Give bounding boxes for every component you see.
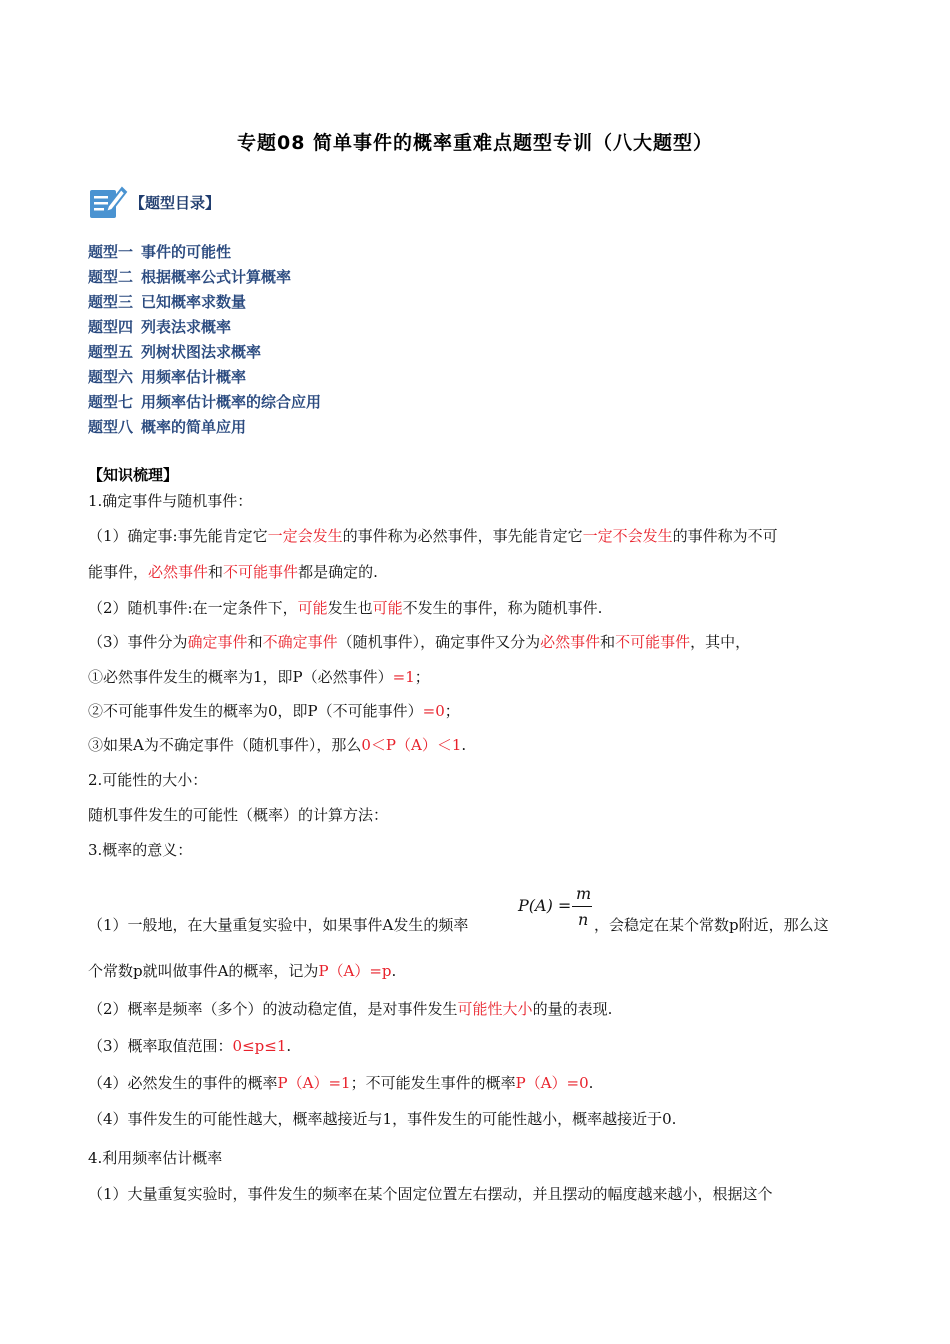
highlight-text: 不确定事件 — [262, 633, 338, 651]
highlight-text: 不可能事件 — [223, 563, 299, 581]
text-run: . — [588, 1074, 594, 1092]
text-run: 发生也 — [327, 599, 373, 617]
highlight-text: P（A）=1 — [277, 1074, 351, 1092]
paragraph — [88, 960, 396, 981]
text-run: . — [286, 1037, 292, 1055]
text-run: 和 — [208, 563, 224, 581]
highlight-text: 必然事件 — [540, 633, 601, 651]
paragraph — [88, 561, 378, 582]
highlight-text: 可能 — [372, 599, 403, 617]
toc-item[interactable] — [88, 290, 321, 315]
text-run: （2）概率是频率（多个）的波动稳定值，是对事件发生 — [88, 1000, 458, 1018]
toc-item-num: 题型七 — [88, 393, 134, 411]
toc-item-name: 概率的简单应用 — [141, 418, 247, 436]
highlight-text: =0 — [422, 702, 445, 720]
toc-header — [88, 182, 220, 222]
paragraph: ，会稳定在某个常数p附近，那么这 — [594, 916, 829, 934]
text-run: （3）概率取值范围： — [88, 1037, 233, 1055]
paragraph — [88, 1072, 593, 1093]
knowledge-header: 【知识梳理】 — [88, 466, 179, 484]
toc-item[interactable] — [88, 415, 321, 440]
formula-lhs: P(A) = — [518, 896, 572, 915]
paragraph — [88, 1035, 291, 1056]
text-run: ③如果A为不确定事件（随机事件），那么 — [88, 736, 362, 754]
text-run: 个常数p就叫做事件A的概率，记为 — [88, 962, 319, 980]
text-run: 都是确定的. — [298, 563, 378, 581]
highlight-text: 可能 — [297, 599, 328, 617]
highlight-text: 一定不会发生 — [582, 527, 673, 545]
toc-item[interactable] — [88, 340, 321, 365]
text-run: （1）确定事:事先能肯定它 — [88, 527, 268, 545]
text-run: （2）随机事件:在一定条件下， — [88, 599, 298, 617]
toc-item-num: 题型二 — [88, 268, 134, 286]
highlight-text: 0≤p≤1 — [232, 1037, 287, 1055]
toc-item[interactable] — [88, 265, 321, 290]
highlight-text: 0＜P（A）＜1 — [361, 736, 462, 754]
formula-denominator: n — [578, 910, 589, 929]
text-run: （3）事件分为 — [88, 633, 188, 651]
toc-item-name: 用频率估计概率 — [141, 368, 247, 386]
toc-list — [88, 240, 321, 440]
toc-item-name: 用频率估计概率的综合应用 — [141, 393, 322, 411]
toc-item-name: 列树状图法求概率 — [141, 343, 262, 361]
toc-item-num: 题型六 — [88, 368, 134, 386]
text-run: （随机事件），确定事件又分为 — [337, 633, 541, 651]
paragraph: （4）事件发生的可能性越大，概率越接近与1，事件发生的可能性越小，概率越接近于0. — [88, 1110, 677, 1128]
text-run: ； — [444, 702, 460, 720]
text-run: 和 — [600, 633, 616, 651]
paragraph — [88, 700, 460, 721]
toc-item-name: 已知概率求数量 — [141, 293, 247, 311]
text-run: . — [461, 736, 467, 754]
toc-item[interactable] — [88, 240, 321, 265]
text-run: 和 — [247, 633, 263, 651]
text-run: ；不可能发生事件的概率 — [350, 1074, 516, 1092]
edit-note-icon — [88, 182, 128, 222]
highlight-text: 不可能事件 — [615, 633, 691, 651]
highlight-text: 必然事件 — [148, 563, 209, 581]
paragraph: （1）大量重复实验时，事件发生的频率在某个固定位置左右摆动，并且摆动的幅度越来越小，根据这个 — [88, 1185, 773, 1203]
text-run: ，其中， — [690, 633, 751, 651]
toc-item-name: 根据概率公式计算概率 — [141, 268, 292, 286]
text-run: ； — [414, 668, 430, 686]
text-run: ②不可能事件发生的概率为0，即P（不可能事件） — [88, 702, 423, 720]
highlight-text: 可能性大小 — [457, 1000, 533, 1018]
text-run: . — [391, 962, 397, 980]
fraction-bar — [572, 906, 592, 907]
paragraph: （1）一般地，在大量重复实验中，如果事件A发生的频率 — [88, 916, 469, 934]
text-run: 的事件称为必然事件，事先能肯定它 — [342, 527, 583, 545]
toc-item-num: 题型五 — [88, 343, 134, 361]
text-run: ①必然事件发生的概率为1，即P（必然事件） — [88, 668, 393, 686]
toc-item[interactable] — [88, 365, 321, 390]
paragraph — [88, 597, 602, 618]
toc-item[interactable] — [88, 390, 321, 415]
probability-formula — [516, 884, 596, 932]
paragraph — [88, 666, 430, 687]
paragraph — [88, 525, 778, 546]
section-heading: 3.概率的意义： — [88, 841, 193, 859]
text-run: （4）必然发生的事件的概率 — [88, 1074, 278, 1092]
section-heading: 2.可能性的大小： — [88, 771, 208, 789]
text-run: 能事件， — [88, 563, 149, 581]
toc-item-num: 题型四 — [88, 318, 134, 336]
toc-item-num: 题型一 — [88, 243, 134, 261]
highlight-text: 确定事件 — [187, 633, 248, 651]
highlight-text: 一定会发生 — [267, 527, 343, 545]
page-title: 专题08 简单事件的概率重难点题型专训（八大题型） — [236, 132, 714, 154]
paragraph: 随机事件发生的可能性（概率）的计算方法： — [88, 806, 389, 824]
section-heading: 1.确定事件与随机事件： — [88, 492, 253, 510]
text-run: 不发生的事件，称为随机事件. — [402, 599, 603, 617]
toc-item-num: 题型八 — [88, 418, 134, 436]
text-run: 的事件称为不可 — [672, 527, 778, 545]
section-heading: 4.利用频率估计概率 — [88, 1149, 223, 1167]
toc-item-num: 题型三 — [88, 293, 134, 311]
formula-numerator: m — [576, 884, 592, 903]
paragraph — [88, 734, 466, 755]
toc-item[interactable] — [88, 315, 321, 340]
paragraph — [88, 631, 750, 652]
text-run: 的量的表现. — [532, 1000, 613, 1018]
highlight-text: P（A）=p — [318, 962, 392, 980]
paragraph — [88, 998, 612, 1019]
highlight-text: P（A）=0 — [515, 1074, 589, 1092]
highlight-text: =1 — [392, 668, 415, 686]
toc-item-name: 事件的可能性 — [141, 243, 232, 261]
toc-item-name: 列表法求概率 — [141, 318, 232, 336]
toc-header-label: 【题型目录】 — [130, 193, 221, 212]
